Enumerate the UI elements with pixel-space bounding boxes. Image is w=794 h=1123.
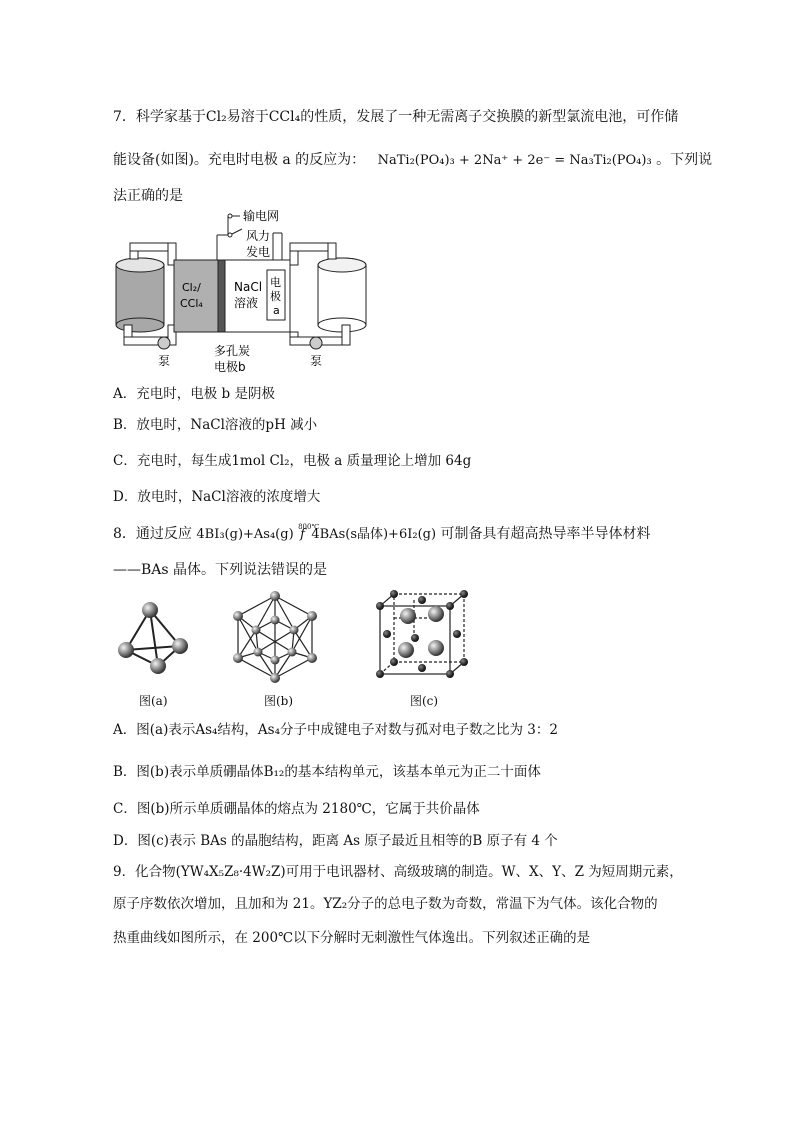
q8-condition: 800℃ bbox=[298, 523, 320, 531]
pump-left-label: 泵 bbox=[158, 354, 171, 368]
q7-line2-pre: 能设备(如图)。充电时电极 a 的反应为： bbox=[113, 152, 366, 168]
figure-c-unit-cell bbox=[372, 588, 472, 683]
left-chamber-1: Cl₂/ bbox=[182, 281, 201, 294]
wind-label-1: 风力 bbox=[246, 229, 271, 243]
q8-option-a: A．图(a)表示As₄结构，As₄分子中成键电子对数与孤对电子数之比为 3：2 bbox=[113, 722, 558, 738]
figure-a-tetrahedron bbox=[112, 598, 192, 678]
q7-option-b: B．放电时，NaCl溶液的pH 减小 bbox=[113, 417, 318, 433]
flow-battery-figure bbox=[110, 205, 375, 375]
electrode-a-3: a bbox=[273, 304, 280, 317]
caption-a: 图(a) bbox=[139, 694, 168, 708]
q7-option-d: D．放电时，NaCl溶液的浓度增大 bbox=[113, 489, 321, 505]
q7-option-a: A．充电时，电极 b 是阴极 bbox=[113, 386, 275, 402]
q8-line2: ——BAs 晶体。下列说法错误的是 bbox=[113, 562, 328, 578]
pump-right-label: 泵 bbox=[310, 354, 323, 368]
q8-option-d: D．图(c)表示 BAs 的晶胞结构，距离 As 原子最近且相等的B 原子有 4 个 bbox=[113, 833, 558, 849]
middle-chamber-1: NaCl bbox=[234, 280, 263, 294]
electrode-b-2: 电极b bbox=[214, 360, 246, 374]
q9-line1: 9．化合物(YW₄X₅Z₈·4W₂Z)可用于电讯器材、高级玻璃的制造。W、X、Y、Z 为短周期元素， bbox=[113, 864, 683, 880]
q7-line2 bbox=[113, 150, 712, 171]
electrode-a-2: 极 bbox=[270, 290, 281, 303]
electrode-a-1: 电 bbox=[270, 276, 281, 289]
q8-line1-pre: 8．通过反应 bbox=[113, 526, 192, 542]
q8-option-b: B．图(b)表示单质硼晶体B₁₂的基本结构单元，该基本单元为正二十面体 bbox=[113, 764, 541, 780]
grid-label: 输电网 bbox=[243, 209, 280, 223]
q9-line2: 原子序数依次增加，且加和为 21。YZ₂分子的总电子数为奇数，常温下为气体。该化合物的 bbox=[113, 896, 658, 912]
q8-line1 bbox=[113, 524, 651, 545]
q8-option-c: C．图(b)所示单质硼晶体的熔点为 2180℃，它属于共价晶体 bbox=[113, 801, 480, 817]
q9-line3: 热重曲线如图所示，在 200℃以下分解时无刺激性气体逸出。下列叙述正确的是 bbox=[113, 930, 591, 946]
q7-option-c: C．充电时，每生成1mol Cl₂，电极 a 质量理论上增加 64g bbox=[113, 453, 472, 469]
electrode-b-1: 多孔炭 bbox=[214, 344, 251, 358]
q8-reaction-arrow: f bbox=[300, 527, 305, 542]
q7-line3: 法正确的是 bbox=[113, 188, 183, 204]
q8-reaction: 4BI₃(g)+As₄(g) bbox=[196, 527, 294, 542]
q7-line2-post: 。下列说 bbox=[656, 152, 713, 168]
q8-line1-post: 可制备具有超高热导率半导体材料 bbox=[440, 526, 651, 542]
q8-reaction-post: 4BAs(s晶体)+6I₂(g) bbox=[311, 527, 437, 542]
caption-c: 图(c) bbox=[410, 694, 439, 708]
q7-line1: 7．科学家基于Cl₂易溶于CCl₄的性质，发展了一种无需离子交换膜的新型氯流电池，可作储 bbox=[113, 109, 679, 125]
caption-b: 图(b) bbox=[264, 694, 294, 708]
middle-chamber-2: 溶液 bbox=[234, 296, 259, 310]
wind-label-2: 发电 bbox=[246, 245, 271, 259]
q7-equation: NaTi₂(PO₄)₃ + 2Na⁺ + 2e⁻ = Na₃Ti₂(PO₄)₃ bbox=[377, 153, 652, 168]
figure-b-icosahedron bbox=[228, 590, 323, 685]
left-chamber-2: CCl₄ bbox=[180, 297, 203, 310]
